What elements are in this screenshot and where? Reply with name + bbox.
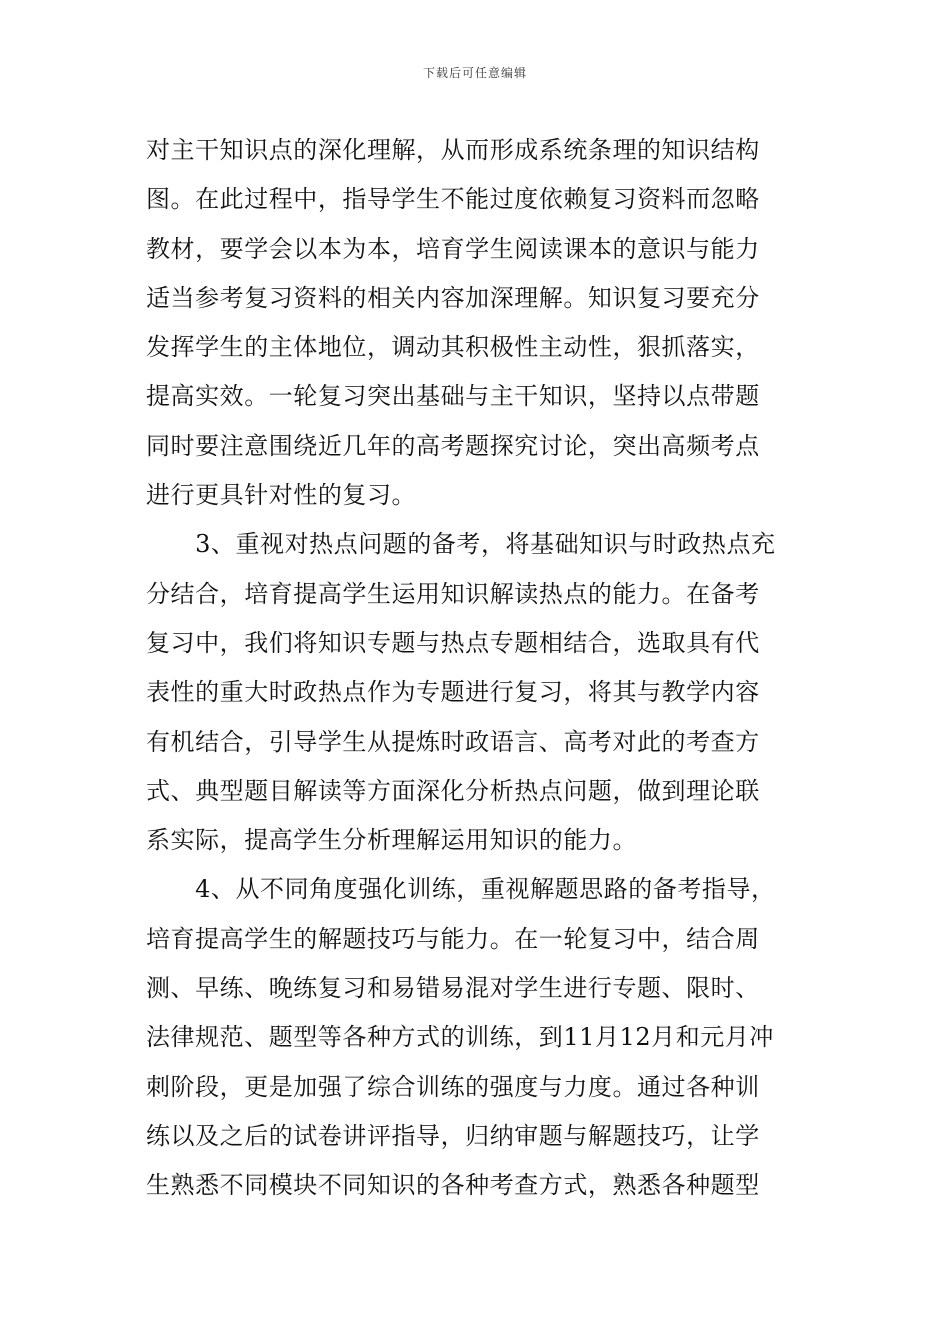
text-line: 生熟悉不同模块不同知识的各种考查方式，熟悉各种题型 <box>146 1171 760 1200</box>
text-line: 表性的重大时政热点作为专题进行复习，将其与教学内容 <box>146 678 760 707</box>
text-line: 刺阶段，更是加强了综合训练的强度与力度。通过各种训 <box>146 1072 760 1101</box>
text-line: 教材，要学会以本为本，培育学生阅读课本的意识与能力 <box>146 234 760 263</box>
text-line: 系实际，提高学生分析理解运用知识的能力。 <box>146 826 637 855</box>
text-line: 对主干知识点的深化理解，从而形成系统条理的知识结构 <box>146 136 760 164</box>
text-line: 法律规范、题型等各种方式的训练，到11月12月和元月冲 <box>146 1023 774 1052</box>
text-line: 复习中，我们将知识专题与热点专题相结合，选取具有代 <box>146 628 760 657</box>
text-line: 有机结合，引导学生从提炼时政语言、高考对此的考查方 <box>146 727 760 756</box>
text-line: 同时要注意围绕近几年的高考题探究讨论，突出高频考点 <box>146 431 760 460</box>
text-line: 提高实效。一轮复习突出基础与主干知识，坚持以点带题 <box>146 382 760 411</box>
text-line: 适当参考复习资料的相关内容加深理解。知识复习要充分 <box>146 283 760 312</box>
text-line: 测、早练、晚练复习和易错易混对学生进行专题、限时、 <box>146 974 760 1003</box>
text-line: 图。在此过程中，指导学生不能过度依赖复习资料而忽略 <box>146 185 760 214</box>
text-line: 式、典型题目解读等方面深化分析热点问题，做到理论联 <box>146 776 760 805</box>
text-line: 练以及之后的试卷讲评指导，归纳审题与解题技巧，让学 <box>146 1121 760 1150</box>
text-line: 分结合，培育提高学生运用知识解读热点的能力。在备考 <box>146 579 760 608</box>
paragraph-3-start: 3、重视对热点问题的备考，将基础知识与时政热点充 <box>146 530 776 559</box>
paragraph-4-start: 4、从不同角度强化训练，重视解题思路的备考指导， <box>146 875 776 904</box>
document-body <box>146 126 816 1211</box>
text-line: 进行更具针对性的复习。 <box>146 481 417 510</box>
text-line: 发挥学生的主体地位，调动其积极性主动性，狠抓落实， <box>146 333 760 362</box>
text-line: 培育提高学生的解题技巧与能力。在一轮复习中，结合周 <box>146 924 760 953</box>
page-header: 下载后可任意编辑 <box>422 66 527 80</box>
